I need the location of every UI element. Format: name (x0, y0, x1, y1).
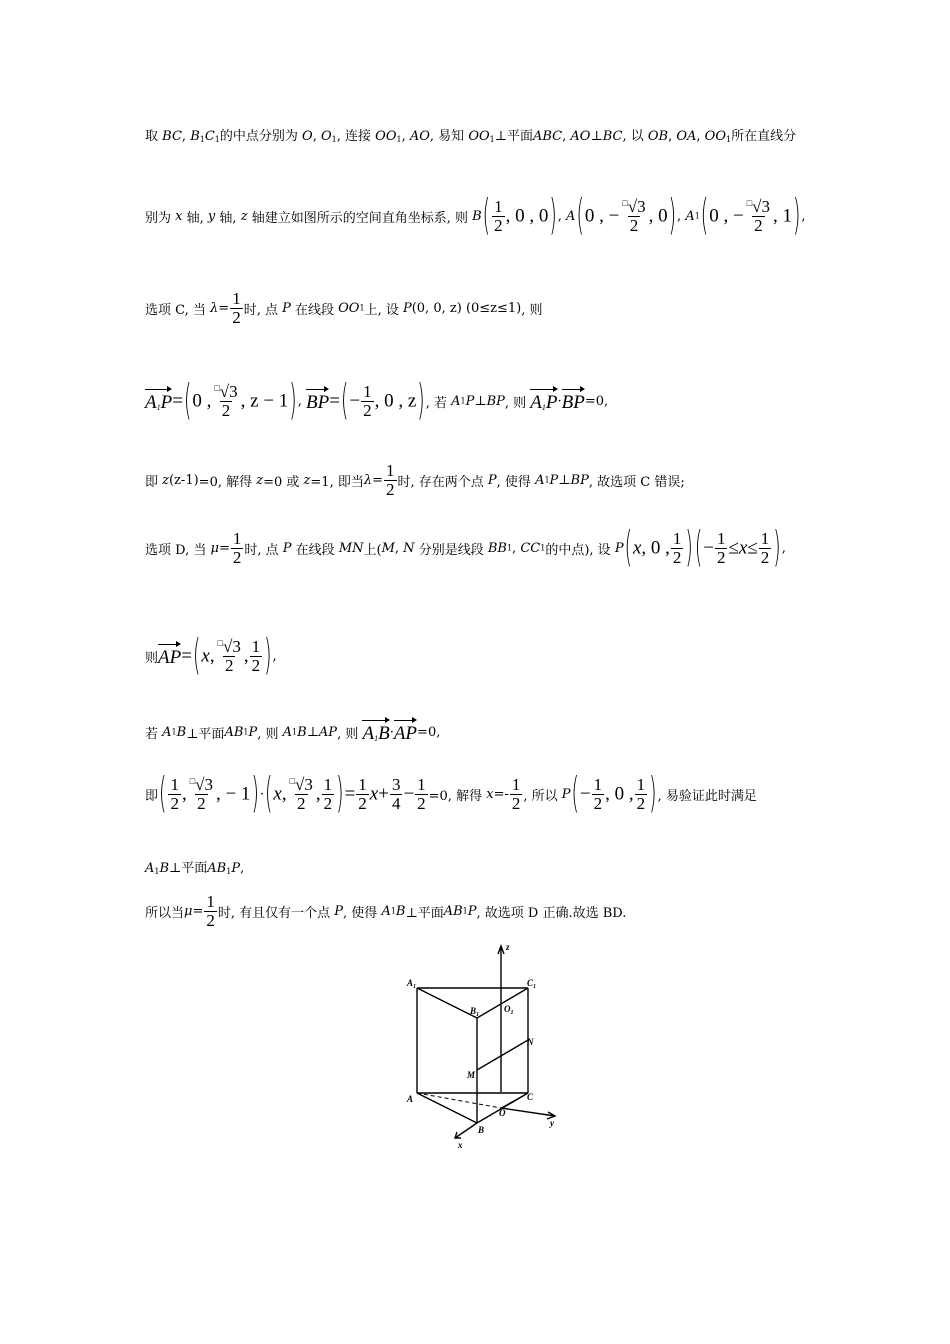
label-c: C (527, 1092, 534, 1102)
label-a: A (407, 1094, 414, 1104)
x-axis (455, 1123, 477, 1138)
label-o1: $O_1$ (504, 1004, 514, 1016)
para-6: 选项 D, 当 μ= $\frac{1}{2}$ 时, 点 P 在线段 MN上(M, N 分别是线段 BB1, CC1的中点), 设 P(x, 0 , $\frac{1}{2}$ ) (− $\frac{1}{2}$ ≤x≤ $\frac{1}{2}$ ), (145, 524, 786, 573)
label-y: y (550, 1118, 554, 1128)
prism-figure (395, 940, 585, 1155)
label-n: N (527, 1037, 534, 1047)
label-x: x (458, 1140, 463, 1150)
para-3: 选项 C, 当 λ= $\frac{1}{2}$ 时, 点 P 在线段 OO1上, 设 P(0, 0, z) (0≤z≤1), 则 (145, 289, 543, 327)
y-axis (501, 1108, 555, 1116)
label-o: O (499, 1108, 506, 1118)
label-b1: $B_1$ (470, 1006, 480, 1018)
para-4: $A_1P=(0$ , $\frac{^□√3}{2}$ , z − 1), BP=(− $\frac{1}{2}$ , 0 , z), 若 A1P⊥BP, 则 $A_1P\cdot BP=0$, (145, 377, 609, 426)
para-1: 取 BC, $B_1C_1$的中点分别为 O, $O_1$, 连接 $OO_1$, AO, 易知 $OO_1\perp$平面ABC, AO⊥BC, 以 OB, OA, $OO_1$所在直线分 (145, 129, 797, 144)
para-5: 即 z(z-1)=0, 解得 z=0 或 z=1, 即当λ= $\frac{1}{2}$ 时, 存在两个点 P, 使得 A1P⊥BP, 故选项 C 错误; (145, 461, 685, 499)
prism-diagram (395, 940, 585, 1155)
label-b: B (478, 1125, 485, 1135)
para-7: 则AP=(x, $\frac{^□√3}{2}$ , $\frac{1}{2}$ ), (145, 632, 277, 681)
edge-a1b1 (417, 988, 480, 1018)
label-m: M (467, 1070, 476, 1080)
para-2: 别为 x 轴, y 轴, z 轴建立如图所示的空间直角坐标系, 则 B( $\frac{1}{2}$ , 0 , 0), A(0 , − $\frac{^□√3}{2}$ , 0), A1(0 , − $\frac{^□√3}{2}$ , 1), (145, 192, 806, 241)
para-9: 即( $\frac{1}{2}$ , $\frac{^□√3}{2}$ , − 1)·(x, $\frac{^□√3}{2}$ , $\frac{1}{2}$ )= $\frac{1}{2}$ x+ $\frac{3}{4}$ − $\frac{1}{2}$ =0, 解得 x=- $\frac{1}{2}$ , 所以 P(− $\frac{1}{2}$ , 0 , $\frac{1}{2}$ ), 易验证此时满足 (145, 770, 757, 819)
para-11: 所以当μ= $\frac{1}{2}$ 时, 有且仅有一个点 P, 使得 A1B⊥平面AB1P, 故选项 D 正确.故选 BD. (145, 892, 627, 930)
segment-mn (477, 1040, 528, 1070)
dashed-ao (417, 1093, 501, 1108)
para-8: 若 A1B⊥平面AB1P, 则 A1B⊥AP, 则 $A_1B\cdot AP=0$, (145, 720, 440, 745)
edge-ab (417, 1093, 477, 1123)
label-c1: $C_1$ (527, 978, 537, 990)
para-10: $A_1B\perp$平面$AB_1P$, (145, 861, 245, 876)
label-z: z (506, 942, 510, 952)
label-a1: $A_1$ (407, 978, 417, 990)
segment-oc (501, 1093, 528, 1108)
edge-b1c1 (477, 988, 528, 1018)
